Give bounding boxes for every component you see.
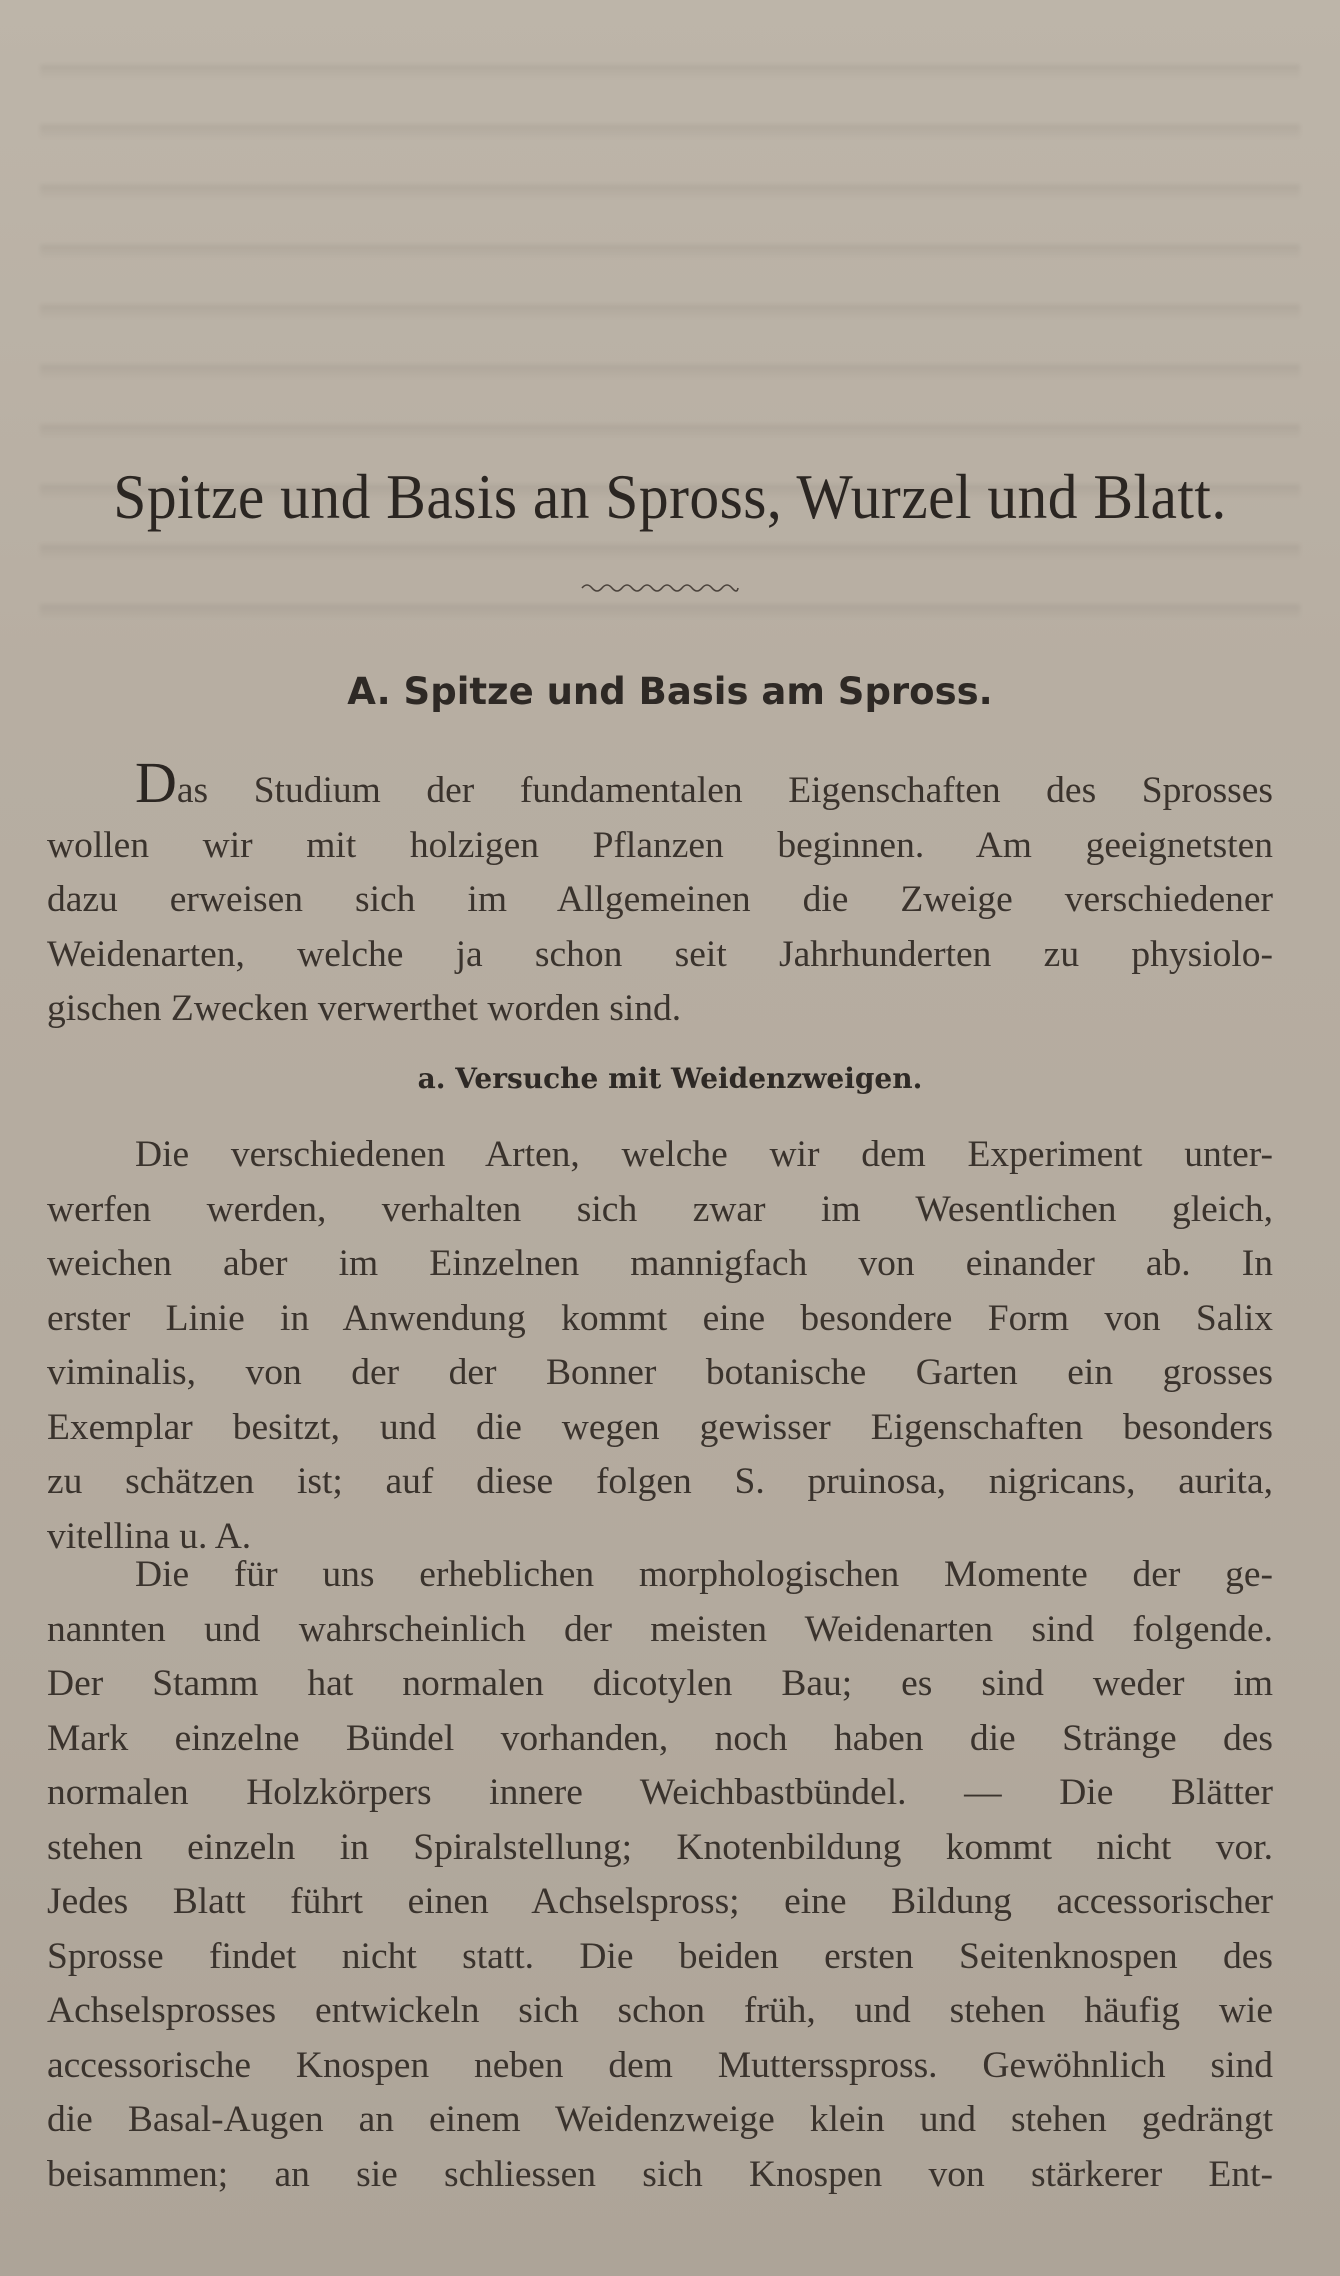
- paragraph-2: [47, 1128, 1273, 1564]
- paragraph-line: normalen Holzkörpers innere Weichbastbündel. — Die Blätter: [47, 1772, 1273, 1813]
- section-heading: A. Spitze und Basis am Spross.: [347, 670, 993, 713]
- paragraph-line: Weidenarten, welche ja schon seit Jahrhunderten zu physiolo-: [47, 933, 1273, 975]
- paragraph-line: stehen einzeln in Spiralstellung; Knotenbildung kommt nicht vor.: [47, 1826, 1273, 1868]
- paragraph-line: Der Stamm hat normalen dicotylen Bau; es sind weder im: [47, 1663, 1273, 1704]
- show-through-text: [40, 20, 1300, 640]
- paragraph-line: zu schätzen ist; auf diese folgen S. pruinosa, nigricans, aurita,: [47, 1461, 1273, 1502]
- page-title: Spitze und Basis an Spross, Wurzel und Blatt.: [113, 461, 1227, 532]
- paragraph-line: vitellina u. A.: [47, 1515, 252, 1557]
- paragraph-line: Die verschiedenen Arten, welche wir dem Experiment unter-: [135, 1134, 1273, 1175]
- paragraph-line: viminalis, von der der Bonner botanische Garten ein grosses: [47, 1352, 1273, 1393]
- paragraph-3: [47, 1548, 1273, 2202]
- paragraph-line: Die für uns erheblichen morphologischen Momente der ge-: [135, 1554, 1273, 1595]
- paragraph-line: Sprosse findet nicht statt. Die beiden ersten Seitenknospen des: [47, 1935, 1273, 1977]
- paragraph-line: Achselsprosses entwickeln sich schon früh, und stehen häufig wie: [47, 1990, 1273, 2031]
- paragraph-line: erster Linie in Anwendung kommt eine besondere Form von Salix: [47, 1297, 1273, 1339]
- paragraph-line: nannten und wahrscheinlich der meisten Weidenarten sind folgende.: [47, 1608, 1273, 1650]
- paragraph-line: werfen werden, verhalten sich zwar im Wesentlichen gleich,: [47, 1188, 1273, 1230]
- paragraph-1: [47, 750, 1273, 1037]
- paragraph-line: Jedes Blatt führt einen Achselspross; eine Bildung accessorischer: [47, 1881, 1273, 1922]
- subsection-heading: a. Versuche mit Weidenzweigen.: [417, 1062, 923, 1095]
- paragraph-line: Mark einzelne Bündel vorhanden, noch haben die Stränge des: [47, 1717, 1273, 1759]
- wavy-line-ornament-icon: [580, 580, 740, 596]
- paragraph-line: dazu erweisen sich im Allgemeinen die Zweige verschiedener: [47, 879, 1273, 920]
- paragraph-line: beisammen; an sie schliessen sich Knospen von stärkerer Ent-: [47, 2153, 1273, 2195]
- paragraph-line: Das Studium der fundamentalen Eigenschaften des Sprosses: [135, 750, 1273, 815]
- drop-cap: D: [135, 750, 177, 815]
- paragraph-line: die Basal-Augen an einem Weidenzweige klein und stehen gedrängt: [47, 2099, 1273, 2140]
- paragraph-line: Exemplar besitzt, und die wegen gewisser Eigenschaften besonders: [47, 1406, 1273, 1448]
- paragraph-line: gischen Zwecken verwerthet worden sind.: [47, 988, 682, 1029]
- paragraph-line: accessorische Knospen neben dem Muttersspross. Gewöhnlich sind: [47, 2044, 1273, 2086]
- paragraph-line: weichen aber im Einzelnen mannigfach von einander ab. In: [47, 1243, 1273, 1284]
- paragraph-line: wollen wir mit holzigen Pflanzen beginnen. Am geeignetsten: [47, 824, 1273, 866]
